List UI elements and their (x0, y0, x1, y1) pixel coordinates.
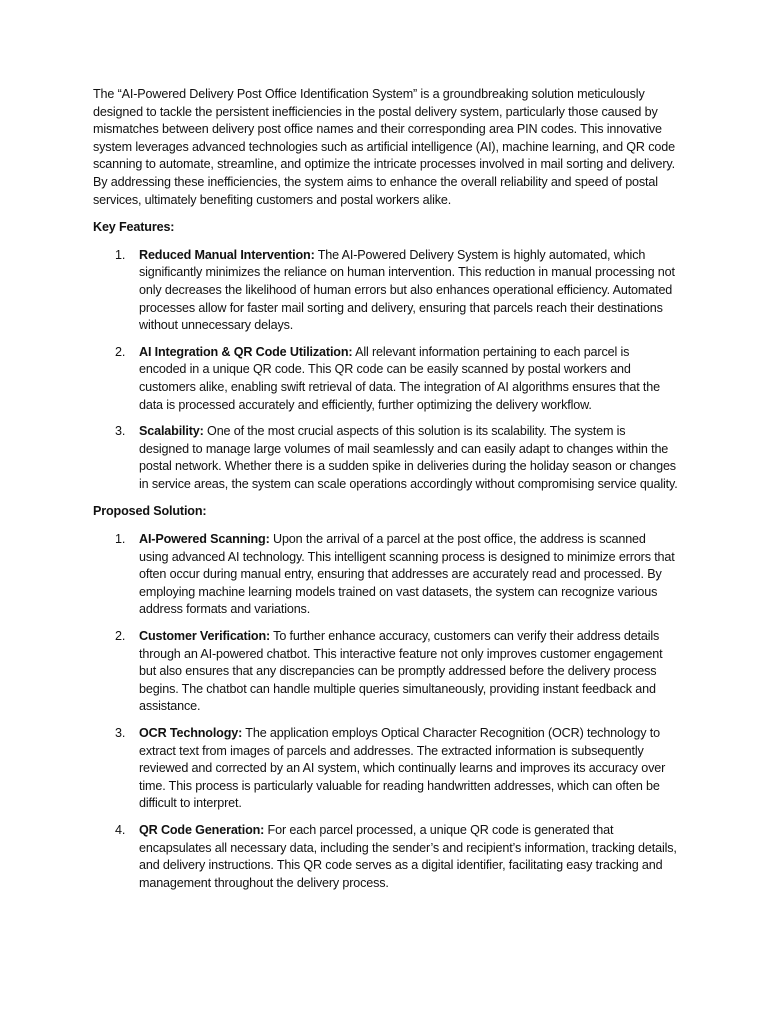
key-features-list (93, 247, 678, 494)
proposed-solution-heading: Proposed Solution: (93, 504, 207, 519)
list-item-text: All relevant information pertaining to each parcel is encoded in a unique QR code. This QR code can be easily scanned by postal workers and customers alike, enabling swift retrieval of data. The integration of AI algorithms ensures that the data is processed accurately and efficiently, further optimizing the delivery workflow. (139, 344, 660, 412)
list-item-text: To further enhance accuracy, customers can verify their address details through an AI-powered chatbot. This interactive feature not only improves customer engagement but also ensures that any discrepancies can be promptly addressed before the delivery process begins. The chatbot can handle multiple queries simultaneously, providing instant feedback and assistance. (139, 629, 663, 714)
list-item (93, 628, 678, 716)
list-item (93, 247, 678, 335)
list-item-number: 1. (115, 247, 126, 262)
list-item (93, 725, 678, 813)
list-item-number: 3. (115, 726, 126, 740)
list-item-text: One of the most crucial aspects of this solution is its scalability. The system is designed to manage large volumes of mail seamlessly and can easily adapt to changes within the postal network. Whether there is a sudden spike in deliveries during the holiday season or changes in service areas, the system can scale operations accordingly without compromising service quality. (139, 424, 678, 491)
document-page (93, 86, 678, 902)
list-item-term: QR Code Generation: (139, 822, 265, 837)
list-item-number: 2. (115, 344, 126, 359)
list-item (93, 531, 678, 619)
list-item-text: The application employs Optical Character Recognition (OCR) technology to extract text from images of parcels and addresses. The extracted information is subsequently reviewed and corrected by an AI system, which continually learns and improves its accuracy over time. This process is particularly valuable for reading handwritten addresses, which can often be difficult to interpret. (139, 726, 666, 811)
list-item-text: The AI-Powered Delivery System is highly automated, which significantly minimizes the reliance on human intervention. This reduction in manual processing not only decreases the likelihood of human errors but also enhances operational efficiency. Automated processes allow for faster mail sorting and delivery, ensuring that parcels reach their destinations without unnecessary delays. (139, 247, 675, 333)
list-item-number: 4. (115, 822, 126, 837)
list-item-term: AI-Powered Scanning: (139, 532, 270, 547)
intro-paragraph: The “AI-Powered Delivery Post Office Identification System” is a groundbreaking solution meticulously designed to tackle the persistent inefficiencies in the postal delivery system, particularly those caused by mismatches between delivery post office names and their corresponding area PIN codes. This innovative system leverages advanced technologies such as artificial intelligence (AI), machine learning, and QR code scanning to automate, streamline, and optimize the intricate processes involved in mail sorting and delivery. By addressing these inefficiencies, the system aims to enhance the overall reliability and speed of postal services, ultimately benefiting customers and postal workers alike. (93, 87, 675, 207)
list-item (93, 423, 678, 493)
list-item-term: Customer Verification: (139, 629, 271, 644)
list-item-term: OCR Technology: (139, 726, 243, 740)
list-item-number: 1. (115, 532, 126, 547)
list-item-text: For each parcel processed, a unique QR code is generated that encapsulates all necessary data, including the sender’s and recipient’s information, tracking details, and delivery instructions. This QR code serves as a digital identifier, facilitating easy tracking and management throughout the delivery process. (139, 822, 677, 890)
list-item-term: AI Integration & QR Code Utilization: (139, 344, 353, 359)
list-item-number: 2. (115, 629, 126, 644)
list-item (93, 822, 678, 892)
list-item-term: Scalability: (139, 424, 204, 439)
key-features-heading: Key Features: (93, 220, 175, 235)
list-item-term: Reduced Manual Intervention: (139, 247, 315, 262)
proposed-solution-list (93, 531, 678, 892)
list-item-number: 3. (115, 424, 126, 439)
list-item-text: Upon the arrival of a parcel at the post office, the address is scanned using advanced AI technology. This intelligent scanning process is designed to minimize errors that often occur during manual entry, ensuring that addresses are accurately read and processed. By employing machine learning models trained on vast datasets, the system can recognize various address formats and variations. (139, 532, 675, 617)
list-item (93, 344, 678, 414)
